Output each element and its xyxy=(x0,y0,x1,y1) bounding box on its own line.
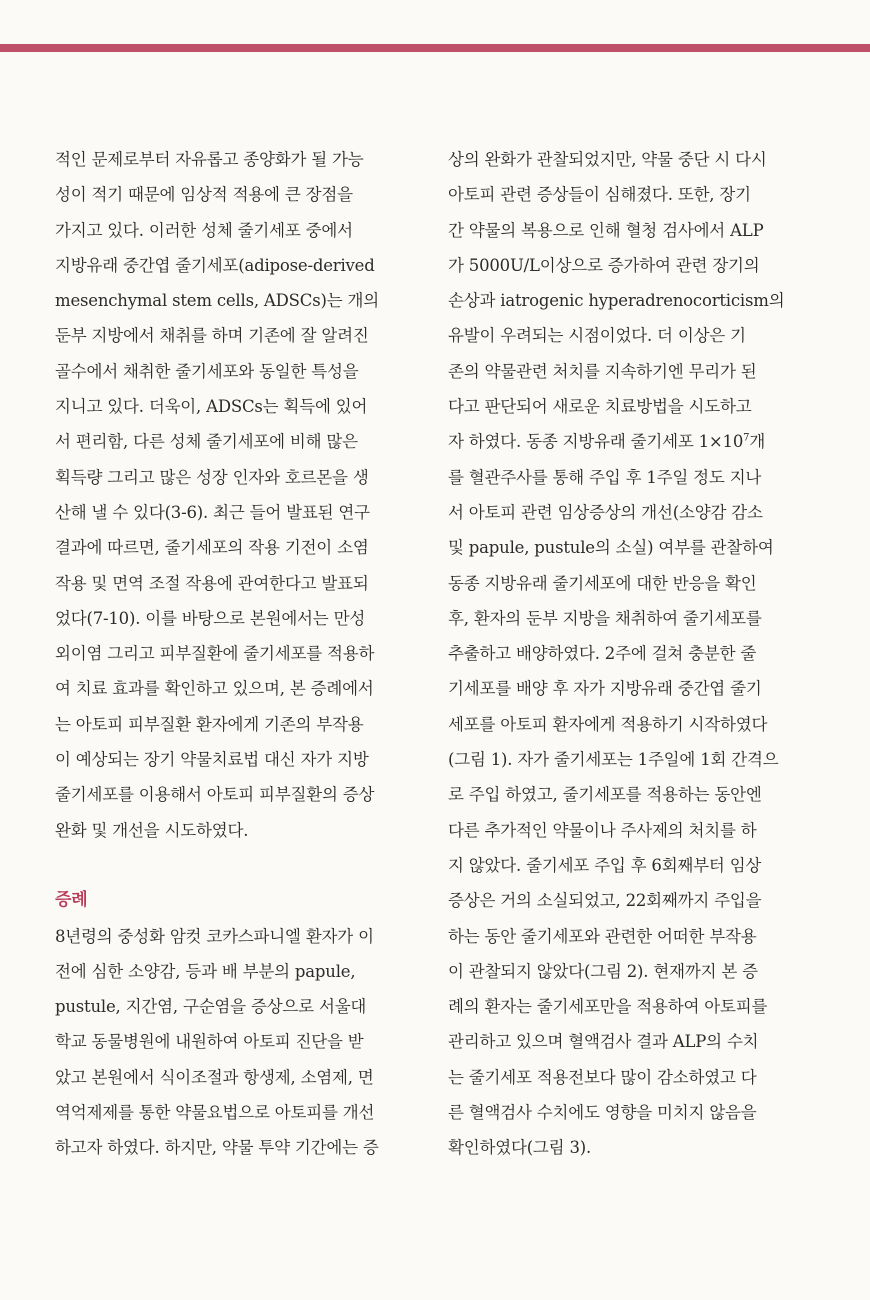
text-line: 하는 동안 줄기세포와 관련한 어떠한 부작용 xyxy=(448,926,757,946)
text-line: 존의 약물관련 처치를 지속하기엔 무리가 된 xyxy=(448,361,757,381)
text-line: 이 관찰되지 않았다(그림 2). 현재까지 본 증 xyxy=(448,961,758,981)
text-line: 간 약물의 복용으로 인해 혈청 검사에서 ALP xyxy=(448,220,764,240)
text-line: 로 주입 하였고, 줄기세포를 적용하는 동안엔 xyxy=(448,785,762,805)
text-line: 학교 동물병원에 내원하여 아토피 진단을 받 xyxy=(55,1032,364,1052)
text-line: 8년령의 중성화 암컷 코카스파니엘 환자가 이 xyxy=(55,926,374,946)
text-line: 이 예상되는 장기 약물치료법 대신 자가 지방 xyxy=(55,750,369,770)
text-line: 다른 추가적인 약물이나 주사제의 처치를 하 xyxy=(448,820,757,840)
text-line: 가지고 있다. 이러한 성체 줄기세포 중에서 xyxy=(55,220,353,240)
text-line: 성이 적기 때문에 임상적 적용에 큰 장점을 xyxy=(55,185,353,205)
dose-exponent: 7 xyxy=(743,432,750,444)
text-line: 동종 지방유래 줄기세포에 대한 반응을 확인 xyxy=(448,573,757,593)
text-line: 관리하고 있으며 혈액검사 결과 ALP의 수치 xyxy=(448,1032,759,1052)
text-line: 지니고 있다. 더욱이, ADSCs는 획득에 있어 xyxy=(55,397,368,417)
text-line: 상의 완화가 관찰되었지만, 약물 중단 시 다시 xyxy=(448,150,767,169)
text-line: mesenchymal stem cells, ADSCs)는 개의 xyxy=(55,291,379,311)
text-line: 역억제제를 통한 약물요법으로 아토피를 개선 xyxy=(55,1103,375,1123)
text-line: 다고 판단되어 새로운 치료방법을 시도하고 xyxy=(448,397,752,417)
text-line: 유발이 우려되는 시점이었다. 더 이상은 기 xyxy=(448,326,746,346)
text-line: 결과에 따르면, 줄기세포의 작용 기전이 소염 xyxy=(55,538,369,558)
text-line: 서 아토피 관련 임상증상의 개선(소양감 감소 xyxy=(448,502,763,522)
right-column xyxy=(448,142,820,1166)
text-line: 지방유래 중간엽 줄기세포(adipose-derived xyxy=(55,255,375,275)
text-line: 완화 및 개선을 시도하였다. xyxy=(55,820,249,840)
text-line: 하고자 하였다. 하지만, 약물 투약 기간에는 증 xyxy=(55,1138,379,1158)
text-line-dose xyxy=(448,424,820,459)
paragraph-gap xyxy=(55,848,415,883)
text-line: 서 편리함, 다른 성체 줄기세포에 비해 많은 xyxy=(55,432,358,452)
text-line: 여 치료 효과를 확인하고 있으며, 본 증례에서 xyxy=(55,679,374,699)
text-line: 는 아토피 피부질환 환자에게 기존의 부작용 xyxy=(55,714,364,734)
section-heading: 증례 xyxy=(55,890,88,911)
text-line: 지 않았다. 줄기세포 주입 후 6회째부터 임상 xyxy=(448,855,762,875)
case-paragraph xyxy=(55,919,415,1166)
text-line: 가 5000U/L이상으로 증가하여 관련 장기의 xyxy=(448,255,760,275)
text-line: 아토피 관련 증상들이 심해졌다. 또한, 장기 xyxy=(448,185,751,205)
text-line: 를 혈관주사를 통해 주입 후 1주일 정도 지나 xyxy=(448,467,762,487)
intro-paragraph xyxy=(55,142,415,848)
text-line: 전에 심한 소양감, 등과 배 부분의 papule, xyxy=(55,961,356,981)
text-line: 확인하였다(그림 3). xyxy=(448,1138,592,1158)
text-line: 세포를 아토피 환자에게 적용하기 시작하였다 xyxy=(448,714,768,734)
text-line: 둔부 지방에서 채취를 하며 기존에 잘 알려진 xyxy=(55,326,369,346)
text-line: 추출하고 배양하였다. 2주에 걸쳐 충분한 줄 xyxy=(448,644,757,664)
text-line: 기세포를 배양 후 자가 지방유래 중간엽 줄기 xyxy=(448,679,762,699)
text-line: 산해 낼 수 있다(3-6). 최근 들어 발표된 연구 xyxy=(55,502,370,522)
text-line: 후, 환자의 둔부 지방을 채취하여 줄기세포를 xyxy=(448,608,762,628)
text-line: 았고 본원에서 식이조절과 항생제, 소염제, 면 xyxy=(55,1067,374,1087)
text-line: 및 papule, pustule의 소실) 여부를 관찰하여 xyxy=(448,538,774,558)
text-line: 줄기세포를 이용해서 아토피 피부질환의 증상 xyxy=(55,785,375,805)
text-line: 었다(7-10). 이를 바탕으로 본원에서는 만성 xyxy=(55,608,366,628)
text-line: 증상은 거의 소실되었고, 22회째까지 주입을 xyxy=(448,891,762,911)
text-line: 외이염 그리고 피부질환에 줄기세포를 적용하 xyxy=(55,644,375,664)
case-continuation-paragraph xyxy=(448,142,820,424)
text-line: (그림 1). 자가 줄기세포는 1주일에 1회 간격으 xyxy=(448,750,779,770)
treatment-paragraph xyxy=(448,460,820,1166)
top-accent-bar xyxy=(0,44,870,52)
dose-text-before: 자 하였다. 동종 지방유래 줄기세포 1×10 xyxy=(448,432,744,452)
text-line: pustule, 지간염, 구순염을 증상으로 서울대 xyxy=(55,997,367,1017)
text-line: 손상과 iatrogenic hyperadrenocorticism의 xyxy=(448,291,785,311)
left-column xyxy=(55,142,415,1166)
dose-text-after: 개 xyxy=(749,432,766,452)
text-line: 적인 문제로부터 자유롭고 종양화가 될 가능 xyxy=(55,150,364,169)
text-line: 작용 및 면역 조절 작용에 관여한다고 발표되 xyxy=(55,573,369,593)
text-line: 는 줄기세포 적용전보다 많이 감소하였고 다 xyxy=(448,1067,757,1087)
text-line: 른 혈액검사 수치에도 영향을 미치지 않음을 xyxy=(448,1103,757,1123)
text-line: 획득량 그리고 많은 성장 인자와 호르몬을 생 xyxy=(55,467,369,487)
text-line: 골수에서 채취한 줄기세포와 동일한 특성을 xyxy=(55,361,359,381)
text-line: 례의 환자는 줄기세포만을 적용하여 아토피를 xyxy=(448,997,768,1017)
